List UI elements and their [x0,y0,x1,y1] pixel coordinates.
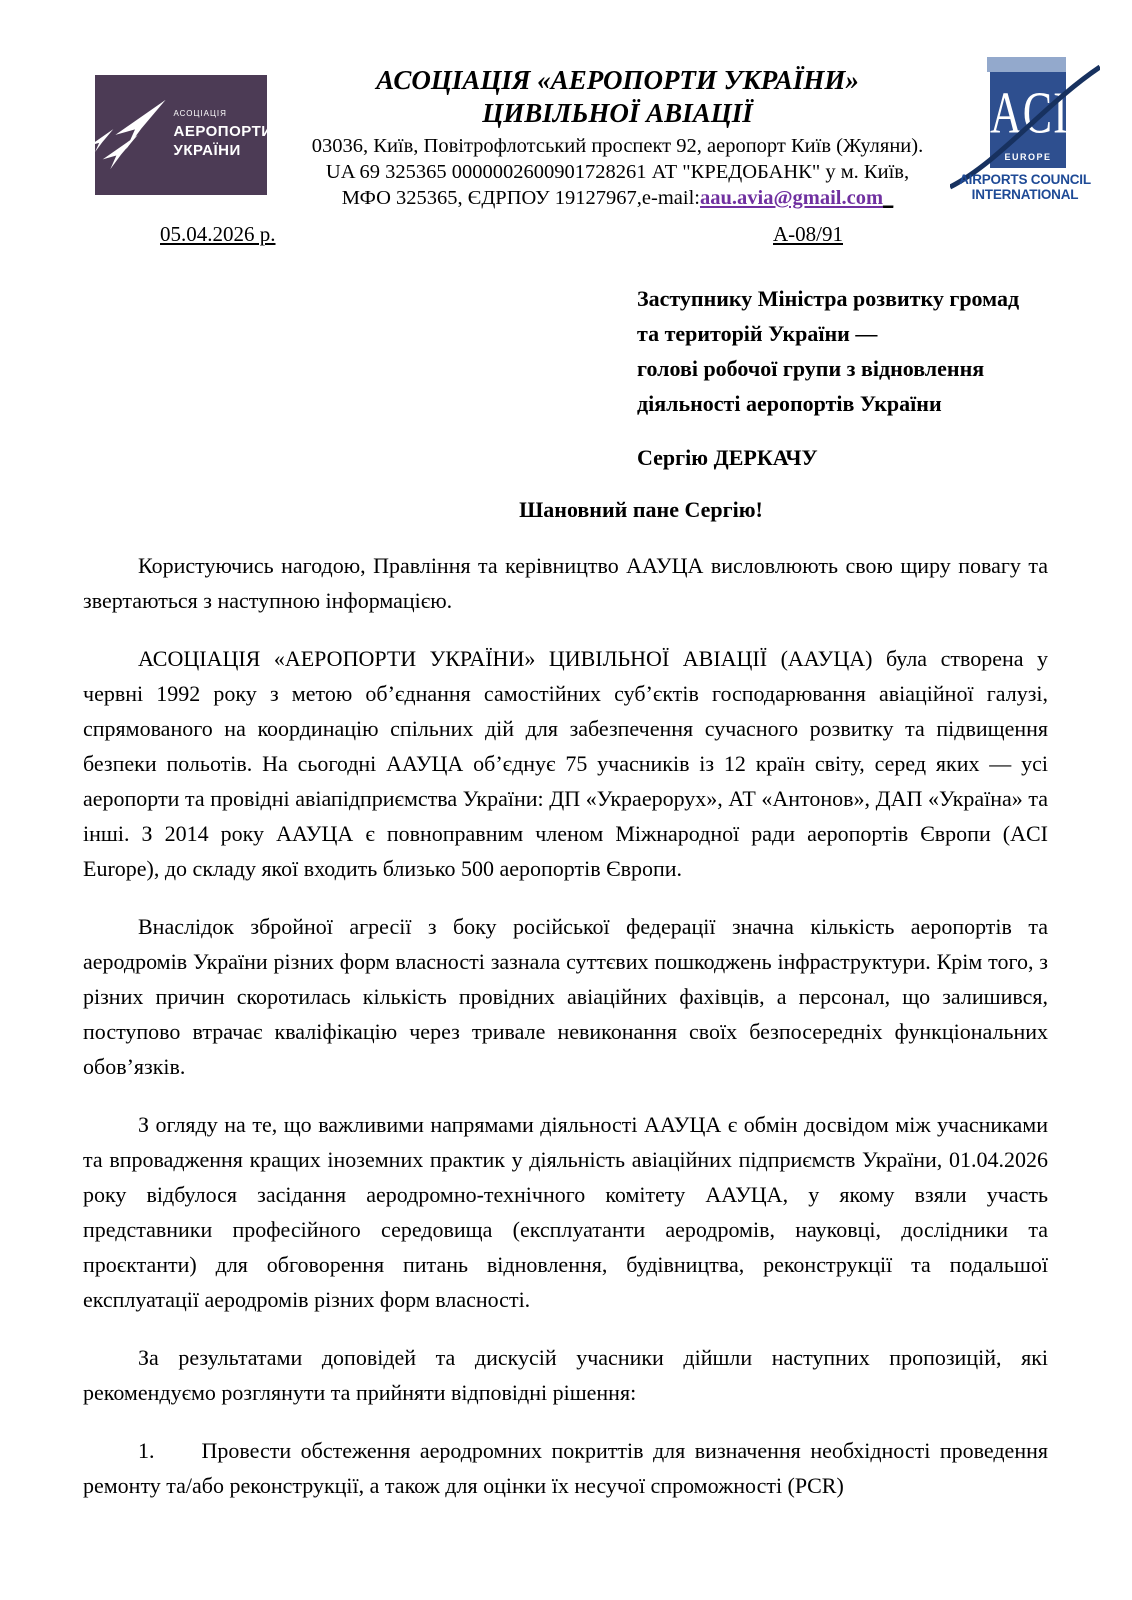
paragraph: З огляду на те, що важливими напрямами діяльності ААУЦА є обмін досвідом між учасниками та впровадження кращих іноземних практик у діяльність авіаційних підприємств України, 01.04.2026 року відбулося засідання аеродромно-технічного комітету ААУЦА, у якому взяли участь представники професійного середовища (експлуатанти аеродромів, науковці, дослідники та проєктанти) для обговорення питань відновлення, будівництва, реконструкції та подальшої експлуатації аеродромів різних форм власності. [83,1112,1048,1312]
paragraph: За результатами доповідей та дискусій учасники дійшли наступних пропозицій, які рекомендуємо розглянути та прийняти відповідні рішення: [83,1345,1048,1405]
aau-logo-line1: АСОЦІАЦІЯ [173,109,227,119]
recipient-name: Сергію ДЕРКАЧУ [637,445,818,470]
aci-square [990,72,1069,168]
aci-acronym: ACI [990,79,1069,147]
aci-caption [942,172,1108,202]
aci-logo [950,55,1100,207]
aau-logo-line3: УКРАЇНИ [173,142,241,159]
recipient-line: голові робочої групи з відновлення [637,356,985,381]
numbered-list-item [83,1433,1048,1503]
paragraph: АСОЦІАЦІЯ «АЕРОПОРТИ УКРАЇНИ» ЦИВІЛЬНОЇ АВІАЦІЇ (ААУЦА) була створена у червні 1992 року з метою об’єднання самостійних суб’єктів господарювання авіаційної галузі, спрямованого на координацію спільних дій для забезпечення сучасного розвитку та підвищення безпеки польотів. На сьогодні ААУЦА об’єднує 75 учасників із 12 країн світу, серед яких — усі аеропорти та провідні авіапідприємства України: ДП «Украерорух», АТ «Антонов», ДАП «Україна» та інші. З 2014 року ААУЦА є повноправним членом Міжнародної ради аеропортів Європи (ACI Europe), до складу якої входить близько 500 аеропортів Європи. [83,646,1048,881]
recipient-block [637,281,1072,475]
letterhead [0,0,1132,212]
aau-arrows-icon [90,98,168,172]
email-suffix: _ [883,187,894,209]
meta-row [83,222,1048,247]
salutation: Шановний пане Сергію! [519,497,763,522]
paragraph: Користуючись нагодою, Правління та керівництво ААУЦА висловлюють свою щиру повагу та звертаються з наступною інформацією. [83,553,1048,613]
org-address-line3-prefix: МФО 325365, ЄДРПОУ 19127967,e-mail: [341,187,700,209]
org-title-line2: ЦИВІЛЬНОЇ АВІАЦІЇ [482,98,753,128]
aci-caption-line2: INTERNATIONAL [971,187,1079,202]
letter-date: 05.04.2026 р. [160,222,276,246]
aci-caption-line1: AIRPORTS COUNCIL [959,172,1091,187]
aci-ghost-rect [987,57,1066,72]
list-item-number: 1. [138,1438,155,1463]
aci-region-label: EUROPE [1004,152,1052,162]
org-title-line1: АСОЦІАЦІЯ «АЕРОПОРТИ УКРАЇНИ» [376,65,859,95]
body-paragraphs [83,548,1048,1503]
list-item-text: Провести обстеження аеродромних покриттів для визначення необхідності проведення ремонту та/або реконструкції, а також для оцінки їх несучої спроможності (PCR) [83,1438,1048,1498]
recipient-line: діяльності аеропортів України [637,391,942,416]
aau-logo-line2: АЕРОПОРТИ [173,123,273,141]
org-address [295,133,940,211]
paragraph: Внаслідок збройної агресії з боку російської федерації значна кількість аеропортів та аеродромів України різних форм власності зазнала суттєвих пошкоджень інфраструктури. Крім того, з різних причин скоротилась кількість провідних авіаційних фахівців, а персонал, що залишився, поступово втрачає кваліфікацію через тривале невиконання своїх безпосередніх функціональних обов’язків. [83,914,1048,1079]
org-address-line1: 03036, Київ, Повітрофлотський проспект 92, аеропорт Київ (Жуляни). [311,135,924,157]
org-address-line2: UA 69 325365 0000002600901728261 АТ "КРЕДОБАНК" у м. Київ, [325,161,910,183]
recipient-line: та територій України — [637,321,878,346]
aau-logo [95,75,273,195]
org-block [295,64,940,211]
org-address-line3 [295,185,940,211]
letter-body [0,281,1132,1503]
recipient-line: Заступнику Міністра розвитку громад [637,286,1020,311]
email-link[interactable]: aau.avia@gmail.com [699,187,884,209]
aau-logo-text [174,109,273,161]
letter-reference-number: А-08/91 [773,222,843,246]
